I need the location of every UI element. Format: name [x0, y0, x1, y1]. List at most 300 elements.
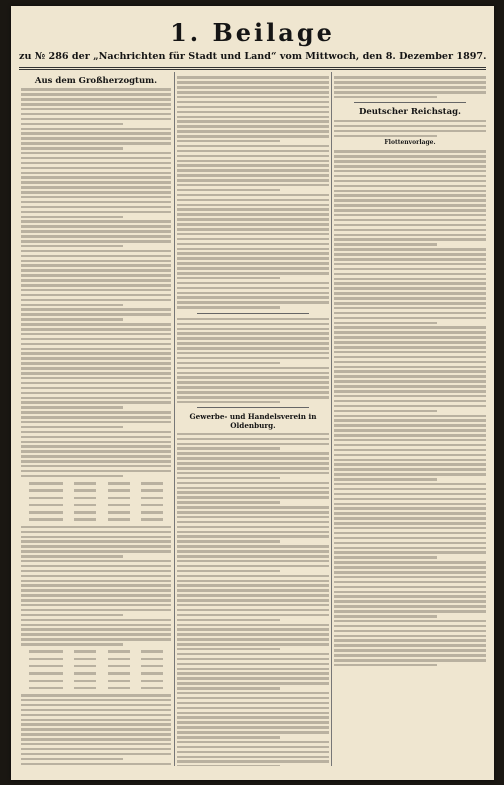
- text-line: [21, 196, 171, 199]
- text-line: [21, 555, 123, 558]
- text-line: [334, 576, 486, 579]
- text-line: [334, 507, 486, 510]
- text-line: [334, 659, 486, 662]
- text-line: [177, 555, 329, 558]
- table-cell: [29, 518, 63, 521]
- table-cell: [74, 511, 96, 514]
- text-line: [334, 194, 486, 197]
- text-line: [21, 372, 171, 375]
- column-2-top-body: [177, 76, 329, 308]
- text-line: [21, 176, 171, 179]
- text-line: [334, 419, 486, 422]
- text-line: [21, 230, 171, 233]
- text-line: [21, 589, 171, 592]
- text-line: [334, 287, 486, 290]
- text-line: [21, 304, 123, 307]
- table-cell: [141, 518, 163, 521]
- text-line: [177, 648, 280, 651]
- text-line: [21, 460, 171, 463]
- text-line: [334, 356, 486, 359]
- text-line: [334, 155, 486, 158]
- text-line: [334, 238, 486, 241]
- text-line: [177, 86, 329, 89]
- text-line: [177, 526, 329, 529]
- table-cell: [74, 650, 96, 653]
- text-line: [334, 586, 486, 589]
- header-rule-bottom: [19, 69, 486, 70]
- table-cell: [141, 672, 163, 675]
- text-line: [334, 542, 486, 545]
- text-line: [177, 292, 329, 295]
- text-line: [177, 116, 329, 119]
- text-line: [177, 677, 329, 680]
- text-line: [334, 459, 486, 462]
- text-line: [177, 692, 329, 695]
- table-cell: [29, 665, 63, 668]
- text-line: [334, 649, 486, 652]
- text-line: [21, 545, 171, 548]
- text-line: [177, 472, 329, 475]
- text-line: [21, 758, 123, 761]
- text-line: [21, 328, 171, 331]
- text-line: [334, 375, 486, 378]
- column-separator-1: [174, 72, 175, 766]
- text-line: [21, 733, 171, 736]
- table-cell: [108, 518, 130, 521]
- table-cell: [29, 658, 63, 661]
- text-line: [21, 128, 171, 131]
- table-cell: [74, 489, 96, 492]
- text-line: [21, 108, 171, 111]
- text-line: [177, 301, 329, 304]
- table-cell: [74, 672, 96, 675]
- text-line: [334, 199, 486, 202]
- text-line: [177, 682, 329, 685]
- text-line: [21, 186, 171, 189]
- text-line: [177, 721, 329, 724]
- text-line: [21, 436, 171, 439]
- text-line: [177, 643, 329, 646]
- text-line: [177, 487, 329, 490]
- text-line: [21, 103, 171, 106]
- table-cell: [141, 489, 163, 492]
- text-line: [334, 664, 437, 667]
- column-2-divider-1: [197, 313, 309, 314]
- text-line: [177, 396, 329, 399]
- text-line: [334, 361, 486, 364]
- text-line: [21, 738, 171, 741]
- text-line: [177, 282, 329, 285]
- text-line: [21, 550, 171, 553]
- text-line: [177, 736, 280, 739]
- text-line: [21, 181, 171, 184]
- text-line: [334, 517, 486, 520]
- text-line: [177, 545, 329, 548]
- column-3-heading: Deutscher Reichstag.: [358, 107, 462, 118]
- text-line: [177, 482, 329, 485]
- text-line: [177, 663, 329, 666]
- text-line: [177, 658, 329, 661]
- text-line: [177, 277, 280, 280]
- text-line: [21, 264, 171, 267]
- table-cell: [29, 489, 63, 492]
- table-cell: [108, 511, 130, 514]
- text-line: [334, 278, 486, 281]
- column-3: [334, 74, 486, 766]
- text-line: [21, 206, 171, 209]
- text-line: [334, 488, 486, 491]
- text-line: [334, 625, 486, 628]
- table-cell: [108, 497, 130, 500]
- text-line: [177, 218, 329, 221]
- text-line: [177, 352, 329, 355]
- text-line: [334, 91, 486, 94]
- table-cell: [29, 687, 63, 690]
- table-cell: [141, 482, 163, 485]
- text-line: [334, 273, 486, 276]
- text-line: [21, 260, 171, 263]
- text-line: [334, 160, 486, 163]
- text-line: [21, 699, 171, 702]
- text-line: [334, 639, 486, 642]
- text-line: [177, 81, 329, 84]
- text-line: [334, 366, 486, 369]
- text-line: [177, 751, 329, 754]
- text-line: [21, 748, 171, 751]
- text-line: [21, 98, 171, 101]
- text-line: [177, 328, 329, 331]
- text-line: [177, 101, 329, 104]
- text-line: [334, 503, 486, 506]
- text-line: [334, 190, 486, 193]
- text-line: [334, 180, 486, 183]
- text-line: [334, 170, 486, 173]
- text-line: [177, 760, 329, 763]
- text-line: [177, 452, 329, 455]
- table-row: [27, 648, 165, 655]
- text-line: [334, 120, 486, 123]
- text-line: [21, 465, 171, 468]
- text-line: [177, 746, 329, 749]
- text-line: [21, 225, 171, 228]
- supplement-title: 1. Beilage: [170, 18, 335, 47]
- text-line: [177, 228, 329, 231]
- text-line: [21, 470, 171, 473]
- text-line: [334, 302, 486, 305]
- text-line: [334, 390, 486, 393]
- text-line: [21, 421, 171, 424]
- table-cell: [141, 680, 163, 683]
- text-line: [21, 441, 171, 444]
- text-line: [177, 318, 329, 321]
- text-line: [177, 457, 329, 460]
- text-line: [177, 145, 329, 148]
- text-line: [21, 289, 171, 292]
- text-line: [177, 125, 329, 128]
- text-line: [177, 560, 329, 563]
- text-line: [334, 243, 437, 246]
- text-line: [177, 150, 329, 153]
- text-line: [21, 714, 171, 717]
- text-line: [334, 581, 486, 584]
- text-line: [177, 672, 329, 675]
- text-line: [21, 357, 171, 360]
- table-row: [27, 501, 165, 508]
- column-3-top-body: [334, 76, 486, 98]
- text-line: [21, 118, 171, 121]
- text-line: [334, 292, 486, 295]
- text-line: [177, 506, 329, 509]
- table-cell: [29, 650, 63, 653]
- text-line: [21, 723, 171, 726]
- text-line: [334, 415, 486, 418]
- text-line: [334, 214, 486, 217]
- text-line: [334, 395, 486, 398]
- text-line: [177, 731, 329, 734]
- text-line: [177, 501, 280, 504]
- table-cell: [74, 497, 96, 500]
- table-cell: [141, 658, 163, 661]
- column-2-bottom-body: [177, 433, 329, 766]
- table-cell: [29, 511, 63, 514]
- text-line: [334, 644, 486, 647]
- text-line: [21, 580, 171, 583]
- text-line: [21, 584, 171, 587]
- table-cell: [74, 687, 96, 690]
- text-line: [177, 712, 329, 715]
- text-line: [177, 347, 329, 350]
- table-row: [27, 494, 165, 501]
- text-line: [21, 614, 123, 617]
- text-line: [334, 527, 486, 530]
- text-line: [334, 429, 486, 432]
- text-line: [334, 307, 486, 310]
- table-cell: [108, 687, 130, 690]
- text-line: [21, 318, 123, 321]
- text-line: [334, 522, 486, 525]
- table-cell: [29, 482, 63, 485]
- text-line: [177, 248, 329, 251]
- text-line: [21, 142, 171, 145]
- text-line: [334, 135, 437, 138]
- text-line: [21, 284, 171, 287]
- text-line: [177, 599, 329, 602]
- text-line: [177, 443, 329, 446]
- text-line: [177, 357, 329, 360]
- text-line: [177, 570, 280, 573]
- text-line: [177, 668, 329, 671]
- text-line: [21, 753, 171, 756]
- table-cell: [108, 672, 130, 675]
- text-line: [177, 438, 329, 441]
- text-line: [177, 594, 329, 597]
- text-line: [334, 326, 486, 329]
- text-line: [177, 174, 329, 177]
- text-line: [21, 540, 171, 543]
- text-line: [21, 594, 171, 597]
- text-line: [334, 444, 486, 447]
- text-line: [334, 605, 486, 608]
- text-line: [334, 258, 486, 261]
- text-line: [334, 312, 486, 315]
- text-line: [177, 540, 280, 543]
- text-line: [177, 462, 329, 465]
- text-line: [21, 728, 171, 731]
- column-1-heading: Aus dem Großherzogtum.: [34, 76, 158, 86]
- text-line: [177, 386, 329, 389]
- text-line: [334, 185, 486, 188]
- text-line: [21, 162, 171, 165]
- text-line: [334, 229, 486, 232]
- table-cell: [108, 665, 130, 668]
- text-line: [177, 272, 329, 275]
- text-line: [177, 633, 329, 636]
- text-line: [334, 380, 486, 383]
- text-line: [334, 76, 486, 79]
- text-line: [334, 483, 486, 486]
- text-line: [21, 628, 171, 631]
- table-row: [27, 663, 165, 670]
- text-line: [177, 391, 329, 394]
- text-line: [334, 234, 486, 237]
- text-line: [177, 628, 329, 631]
- text-line: [21, 411, 171, 414]
- text-line: [177, 208, 329, 211]
- text-line: [21, 565, 171, 568]
- text-line: [334, 512, 486, 515]
- text-line: [177, 164, 329, 167]
- text-line: [177, 120, 329, 123]
- text-line: [21, 132, 171, 135]
- column-2-heading: Gewerbe- und Handelsverein in Oldenburg.: [189, 412, 317, 431]
- text-line: [334, 370, 486, 373]
- text-line: [21, 294, 171, 297]
- text-line: [334, 595, 486, 598]
- text-line: [21, 719, 171, 722]
- text-line: [177, 243, 329, 246]
- text-line: [21, 609, 171, 612]
- text-line: [21, 93, 171, 96]
- text-line: [177, 653, 329, 656]
- text-line: [177, 96, 329, 99]
- text-line: [334, 297, 486, 300]
- table-row: [27, 487, 165, 494]
- text-line: [334, 341, 486, 344]
- text-line: [177, 130, 329, 133]
- text-line: [177, 135, 329, 138]
- text-line: [177, 204, 329, 207]
- text-line: [177, 614, 329, 617]
- text-line: [334, 253, 486, 256]
- text-line: [21, 709, 171, 712]
- text-line: [334, 331, 486, 334]
- text-line: [177, 765, 280, 766]
- text-line: [21, 269, 171, 272]
- text-line: [177, 535, 329, 538]
- text-line: [177, 381, 329, 384]
- text-line: [177, 332, 329, 335]
- text-line: [21, 431, 171, 434]
- text-line: [177, 179, 329, 182]
- text-line: [21, 152, 171, 155]
- text-line: [177, 604, 329, 607]
- text-line: [21, 348, 171, 351]
- statistics-table: [27, 648, 165, 692]
- text-line: [21, 308, 171, 311]
- text-line: [334, 175, 486, 178]
- text-line: [334, 600, 486, 603]
- text-line: [177, 233, 329, 236]
- table-cell: [108, 650, 130, 653]
- text-line: [21, 274, 171, 277]
- text-line: [21, 362, 171, 365]
- text-line: [334, 449, 486, 452]
- text-line: [334, 317, 486, 320]
- column-3-subheading: Flottenvorlage.: [384, 139, 436, 147]
- table-cell: [74, 504, 96, 507]
- text-line: [177, 111, 329, 114]
- column-3-divider: [354, 102, 466, 103]
- text-line: [21, 333, 171, 336]
- text-line: [177, 106, 329, 109]
- text-line: [177, 184, 329, 187]
- text-line: [334, 591, 486, 594]
- text-line: [334, 620, 486, 623]
- text-line: [177, 362, 280, 365]
- text-line: [21, 392, 171, 395]
- table-cell: [74, 665, 96, 668]
- text-line: [177, 477, 280, 480]
- text-line: [177, 496, 329, 499]
- text-line: [334, 346, 486, 349]
- table-row: [27, 655, 165, 662]
- text-line: [177, 638, 329, 641]
- supplement-subtitle: zu № 286 der „Nachrichten für Stadt und Land“ vom Mittwoch, den 8. Dezember 1897.: [19, 51, 487, 62]
- text-line: [21, 643, 123, 646]
- table-cell: [141, 665, 163, 668]
- text-line: [21, 575, 171, 578]
- text-line: [334, 268, 486, 271]
- table-cell: [108, 504, 130, 507]
- table-cell: [108, 482, 130, 485]
- text-line: [21, 367, 171, 370]
- text-line: [334, 478, 437, 481]
- text-line: [21, 633, 171, 636]
- text-line: [334, 410, 437, 413]
- text-line: [21, 352, 171, 355]
- text-line: [177, 213, 329, 216]
- text-line: [177, 367, 329, 370]
- text-line: [334, 635, 486, 638]
- text-line: [177, 491, 329, 494]
- table-cell: [108, 680, 130, 683]
- text-line: [177, 516, 329, 519]
- text-line: [21, 445, 171, 448]
- column-3-intro-body: [334, 120, 486, 137]
- table-row: [27, 670, 165, 677]
- text-line: [177, 296, 329, 299]
- text-line: [177, 511, 329, 514]
- text-line: [21, 704, 171, 707]
- table-cell: [74, 518, 96, 521]
- text-line: [334, 498, 486, 501]
- text-line: [21, 426, 123, 429]
- text-line: [177, 467, 329, 470]
- text-line: [21, 313, 171, 316]
- text-line: [21, 382, 171, 385]
- text-line: [177, 589, 329, 592]
- text-line: [334, 615, 437, 618]
